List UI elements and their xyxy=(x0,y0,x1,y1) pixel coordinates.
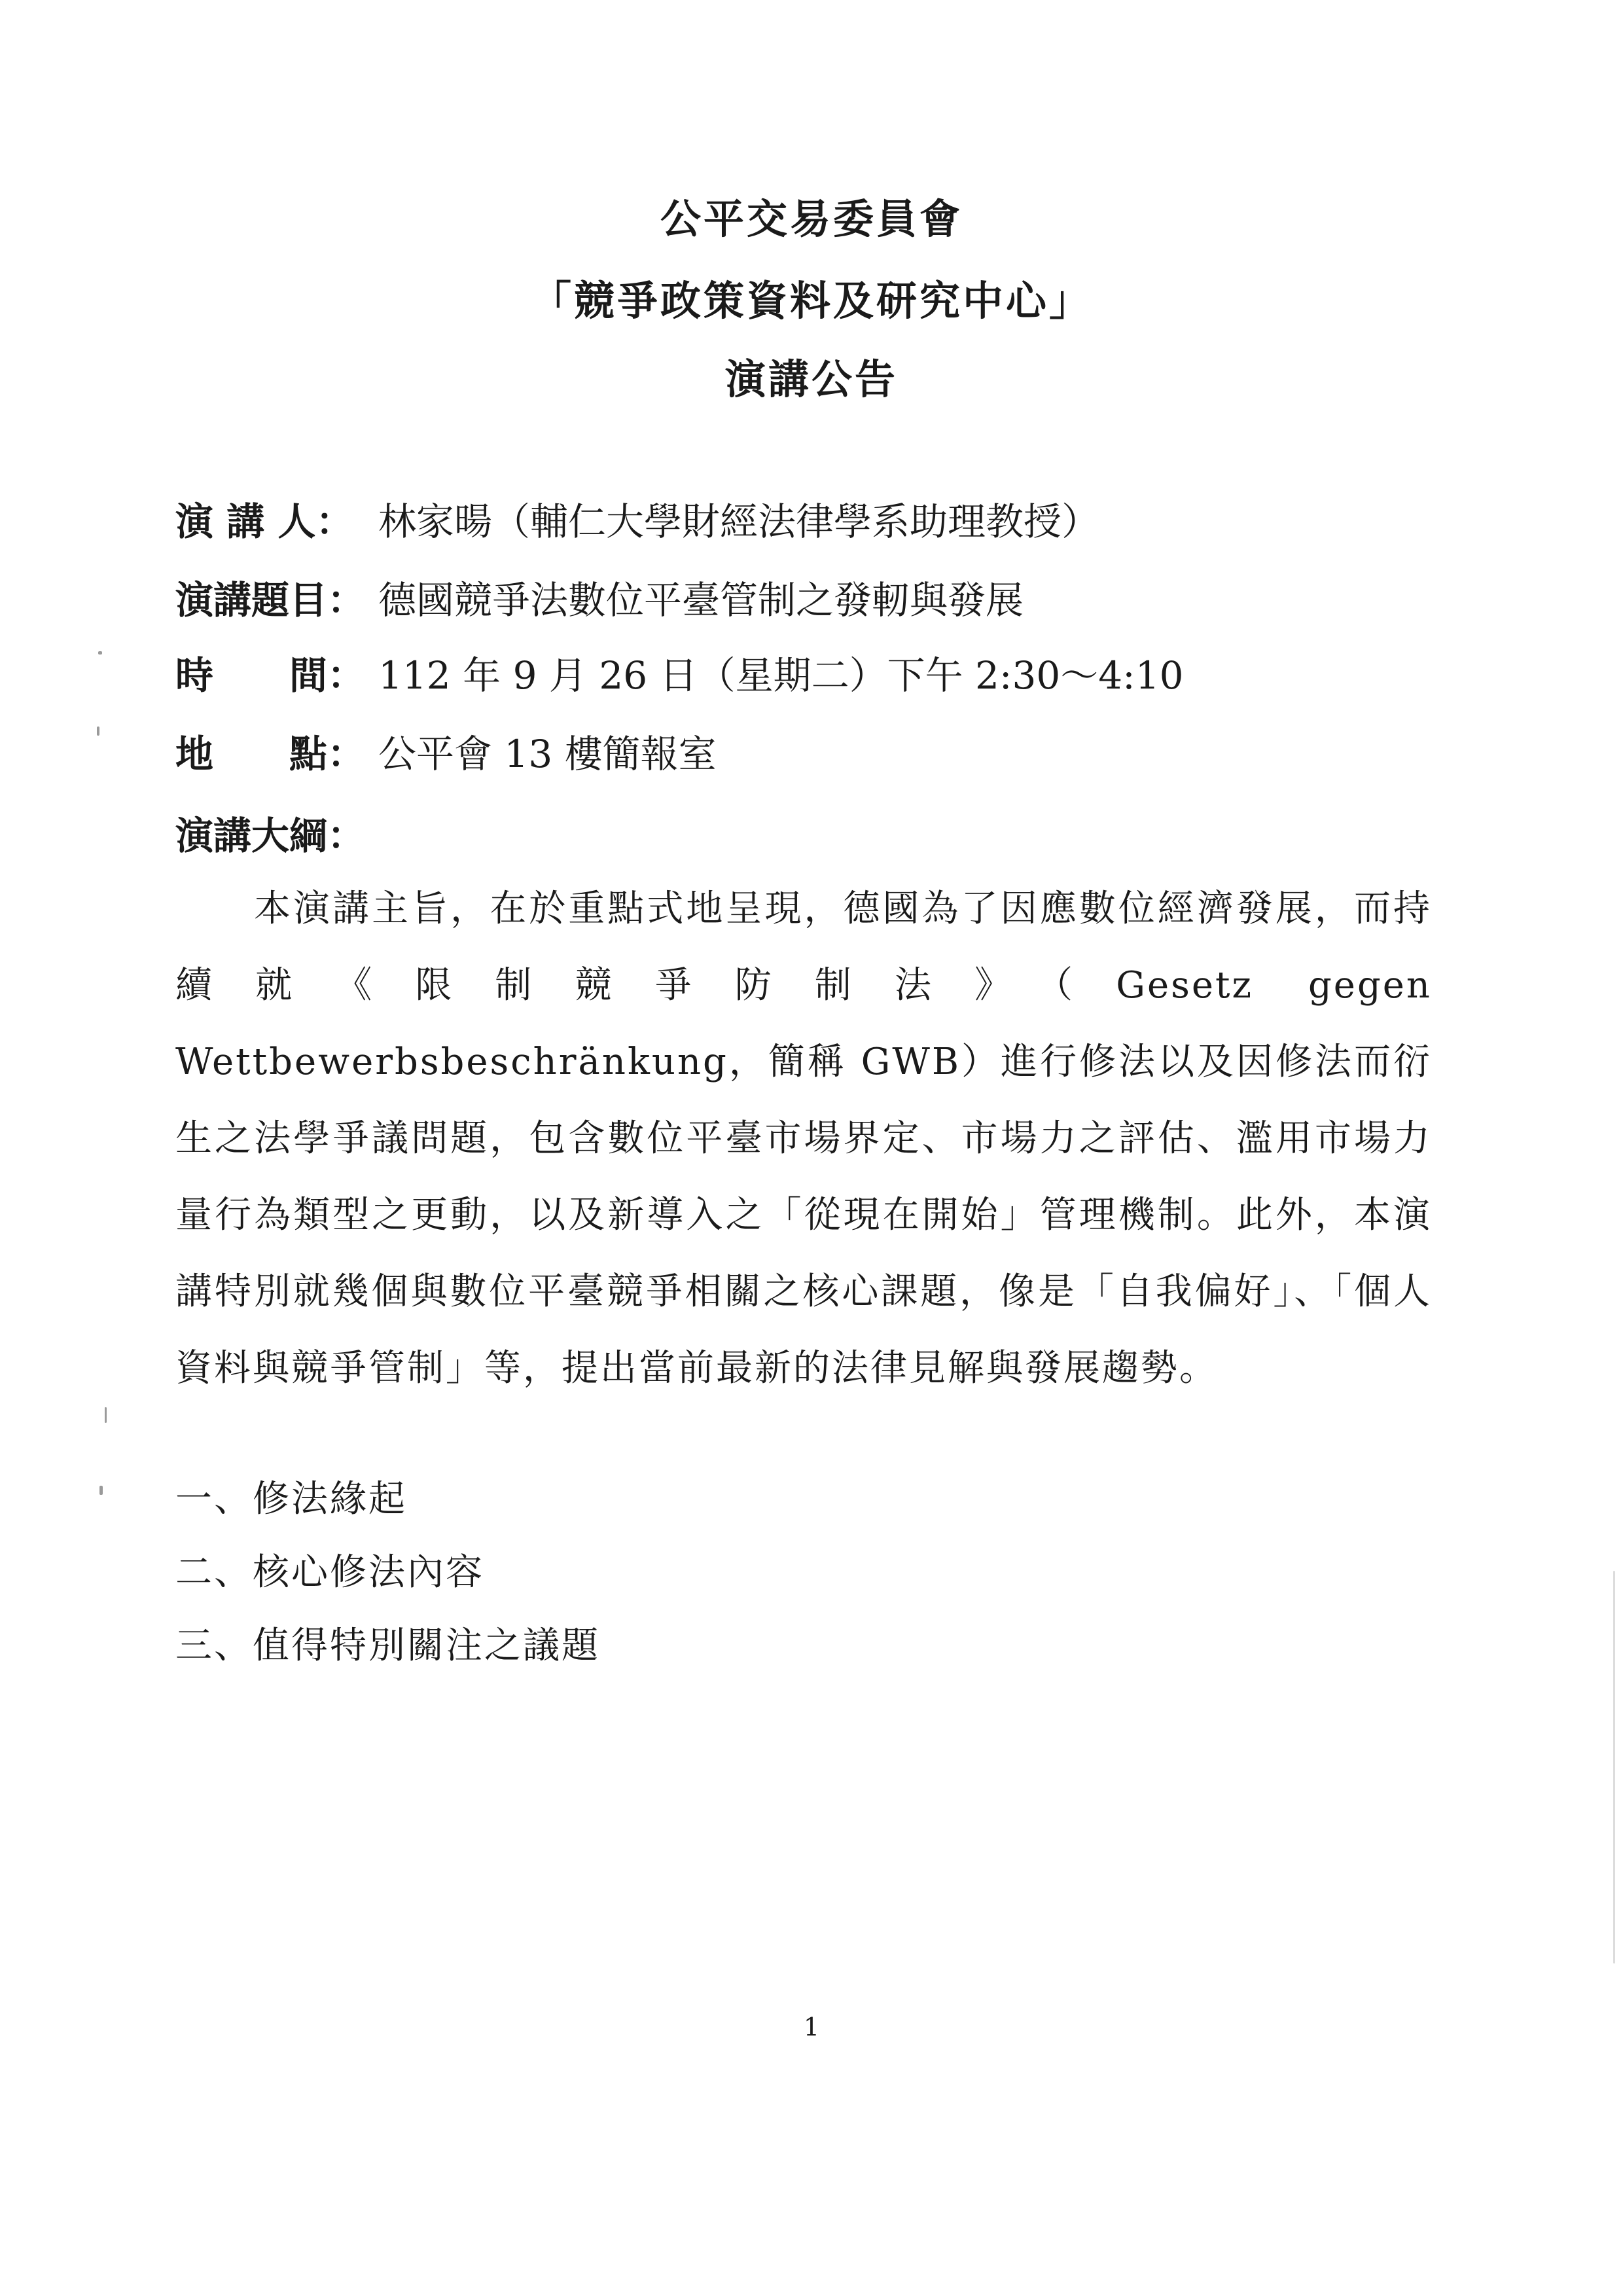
outline-item: 三、值得特別關注之議題 xyxy=(175,1624,600,1667)
topic-label: 演講題目： xyxy=(175,578,366,622)
time-label: 時 間： xyxy=(175,653,366,698)
topic-row xyxy=(175,569,1452,624)
time-value: 112 年 9 月 26 日（星期二）下午 2:30～4:10 xyxy=(378,653,1184,698)
scan-speck xyxy=(98,651,102,655)
center-title: 「競爭政策資料及研究中心」 xyxy=(530,277,1092,325)
topic-value: 德國競爭法數位平臺管制之發軔與發展 xyxy=(378,578,1024,622)
notice-title: 演講公告 xyxy=(724,355,898,403)
outline-heading: 演講大綱： xyxy=(175,814,366,858)
scan-speck xyxy=(1613,1571,1615,1964)
scan-speck xyxy=(105,1407,107,1423)
organization-title: 公平交易委員會 xyxy=(660,195,963,243)
page-number: 1 xyxy=(803,2013,820,2041)
outline-paragraph: 本演講主旨，在於重點式地呈現，德國為了因應數位經濟發展，而持續就《限制競爭防制法》（Gesetz gegen Wettbewerbsbeschränkung，簡稱 GWB）進行修法以及因修法而衍生之法學爭議問題，包含數位平臺市場界定、市場力之評估、濫用市場力量行為類型之更動，以及新導入之「從現在開始」管理機制。此外，本演講特別就幾個與數位平臺競爭相關之核心課題，像是「自我偏好」、「個人資料與競爭管制」等，提出當前最新的法律見解與發展趨勢。 xyxy=(175,888,1432,1390)
time-row xyxy=(175,645,1452,700)
scan-speck xyxy=(99,1486,103,1495)
outline-item: 一、修法緣起 xyxy=(175,1478,407,1520)
outline-list xyxy=(175,1463,600,1683)
place-value: 公平會 13 樓簡報室 xyxy=(378,732,717,776)
scan-speck xyxy=(97,726,99,736)
speaker-value: 林家暘（輔仁大學財經法律學系助理教授） xyxy=(378,499,1100,544)
outline-item: 二、核心修法內容 xyxy=(175,1551,484,1594)
place-row xyxy=(175,723,1452,778)
place-label: 地 點： xyxy=(175,732,366,776)
speaker-label: 演 講 人： xyxy=(175,499,354,544)
speaker-row xyxy=(175,491,1452,546)
